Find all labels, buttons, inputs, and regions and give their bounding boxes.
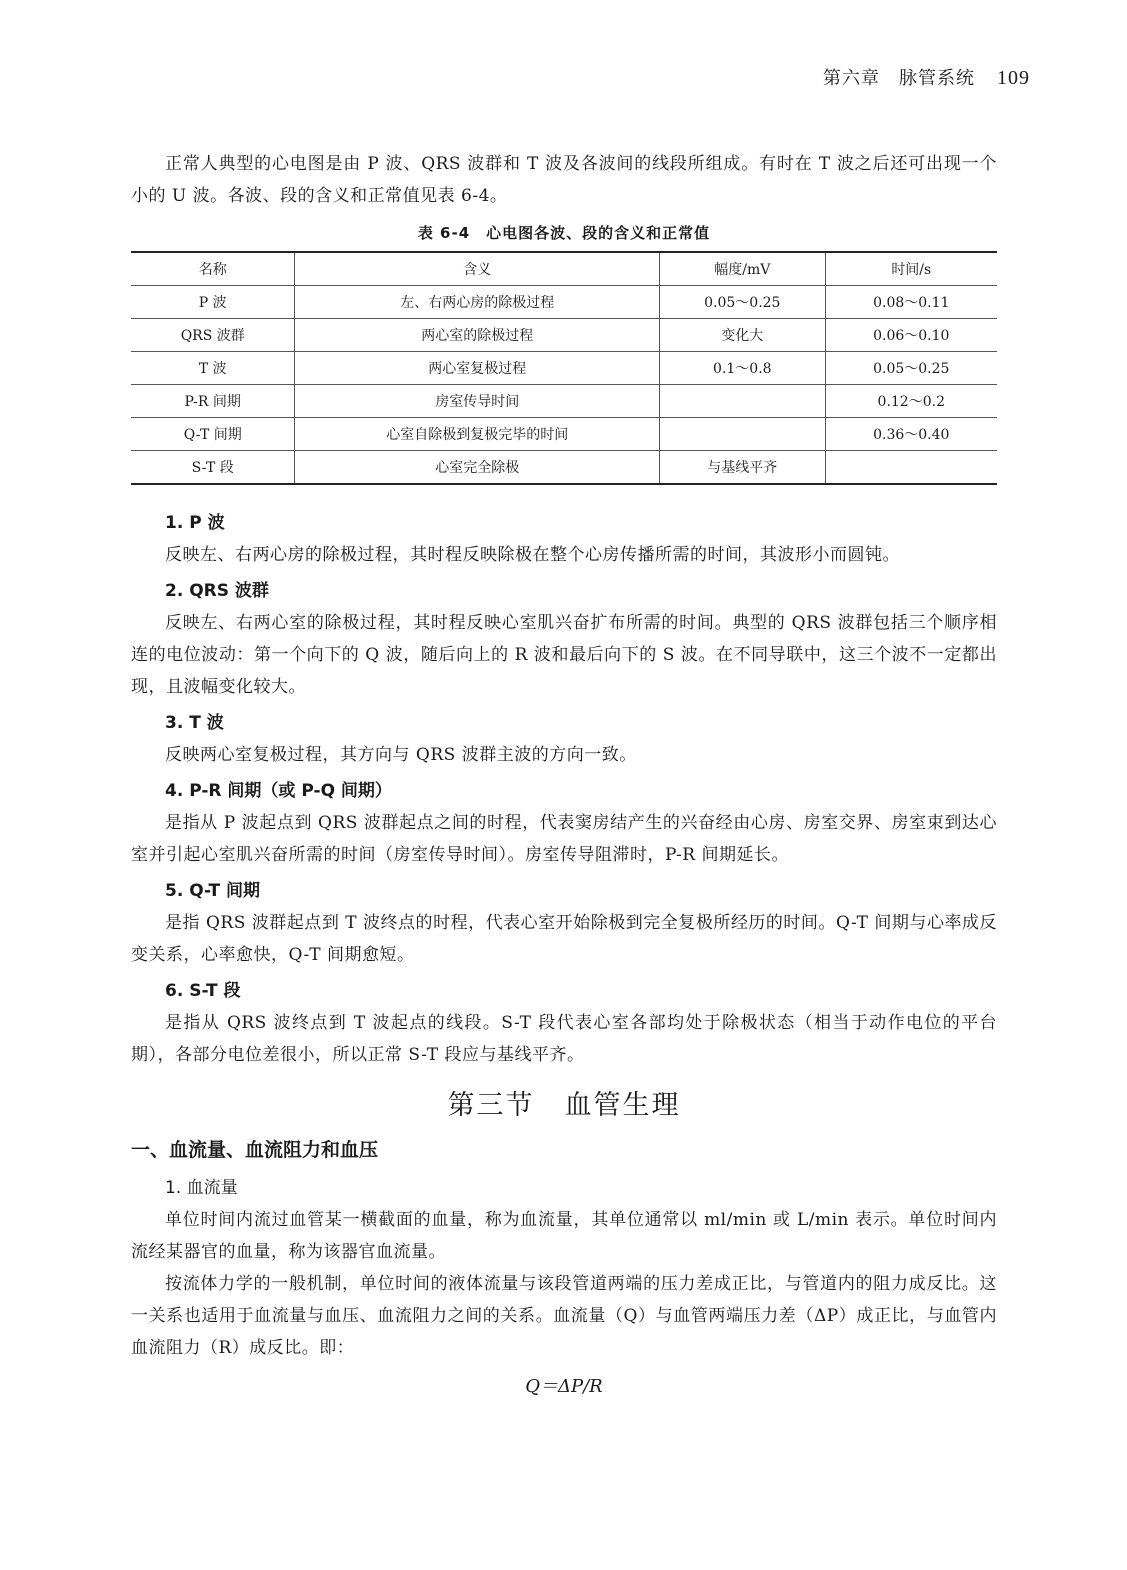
table-cell: P 波 — [131, 286, 295, 319]
table-header-cell: 时间/s — [825, 252, 997, 286]
table-cell: 0.12～0.2 — [825, 385, 997, 418]
item-text-p-wave: 反映左、右两心房的除极过程，其时程反映除极在整个心房传播所需的时间，其波形小而圆钝。 — [165, 545, 900, 565]
table-cell — [660, 385, 825, 418]
table-header-cell: 名称 — [131, 252, 295, 286]
table-row — [131, 286, 997, 319]
table-row — [131, 319, 997, 352]
item-title-qrs: 2. QRS 波群 — [165, 581, 269, 601]
item-title-t-wave: 3. T 波 — [165, 713, 224, 733]
table-cell: 两心室复极过程 — [295, 352, 660, 385]
table-cell: 房室传导时间 — [295, 385, 660, 418]
content — [131, 148, 997, 1398]
table-header-row — [131, 252, 997, 286]
ecg-table — [131, 251, 997, 485]
table-cell: 与基线平齐 — [660, 451, 825, 485]
table-cell: 0.08～0.11 — [825, 286, 997, 319]
table-cell — [660, 418, 825, 451]
running-header — [823, 64, 1030, 90]
item-text-qrs: 反映左、右两心室的除极过程，其时程反映心室肌兴奋扩布所需的时间。典型的 QRS 波群包括三个顺序相连的电位波动：第一个向下的 Q 波，随后向上的 R 波和最后向下的 S 波。在不同导联中，这三个波不一定都出现，且波幅变化较大。 — [131, 613, 997, 697]
page-number: 109 — [997, 67, 1030, 89]
table-cell: T 波 — [131, 352, 295, 385]
item-text-t-wave: 反映两心室复极过程，其方向与 QRS 波群主波的方向一致。 — [165, 745, 637, 765]
flow-formula: Q＝ΔP/R — [525, 1376, 603, 1397]
table-cell: Q-T 间期 — [131, 418, 295, 451]
table-row — [131, 385, 997, 418]
blood-flow-title: 1. 血流量 — [165, 1178, 238, 1198]
table-row — [131, 451, 997, 485]
table-caption: 表 6-4 心电图各波、段的含义和正常值 — [417, 224, 711, 242]
table-cell: 0.05～0.25 — [660, 286, 825, 319]
item-title-p-wave: 1. P 波 — [165, 513, 225, 533]
table-cell: QRS 波群 — [131, 319, 295, 352]
item-text-st-segment: 是指从 QRS 波终点到 T 波起点的线段。S-T 段代表心室各部均处于除极状态（相当于动作电位的平台期），各部分电位差很小，所以正常 S-T 段应与基线平齐。 — [131, 1013, 997, 1065]
table-header-cell: 含义 — [295, 252, 660, 286]
table-cell: 变化大 — [660, 319, 825, 352]
intro-paragraph: 正常人典型的心电图是由 P 波、QRS 波群和 T 波及各波间的线段所组成。有时在 T 波之后还可出现一个小的 U 波。各波、段的含义和正常值见表 6-4。 — [131, 154, 997, 206]
table-cell: 0.36～0.40 — [825, 418, 997, 451]
table-row — [131, 418, 997, 451]
blood-flow-paragraph: 按流体力学的一般机制，单位时间的液体流量与该段管道两端的压力差成正比，与管道内的阻力成反比。这一关系也适用于血流量与血压、血流阻力之间的关系。血流量（Q）与血管两端压力差（ΔP）成正比，与血管内血流阻力（R）成反比。即： — [131, 1274, 997, 1358]
table-cell — [825, 451, 997, 485]
table-cell: P-R 间期 — [131, 385, 295, 418]
table-cell: 0.05～0.25 — [825, 352, 997, 385]
item-text-qt-interval: 是指 QRS 波群起点到 T 波终点的时程，代表心室开始除极到完全复极所经历的时间。Q-T 间期与心率成反变关系，心率愈快，Q-T 间期愈短。 — [131, 913, 997, 965]
table-row — [131, 352, 997, 385]
section-title — [131, 1083, 997, 1122]
section-number: 第三节 — [447, 1090, 535, 1121]
table-header-cell: 幅度/mV — [660, 252, 825, 286]
chapter-title: 第六章 脉管系统 — [823, 68, 975, 89]
table-cell: 0.06～0.10 — [825, 319, 997, 352]
item-title-st-segment: 6. S-T 段 — [165, 981, 241, 1001]
item-text-pr-interval: 是指从 P 波起点到 QRS 波群起点之间的时程，代表窦房结产生的兴奋经由心房、房室交界、房室束到达心室并引起心室肌兴奋所需的时间（房室传导时间）。房室传导阻滞时，P-R 间期延长。 — [131, 813, 997, 865]
table-cell: 左、右两心房的除极过程 — [295, 286, 660, 319]
table-cell: 两心室的除极过程 — [295, 319, 660, 352]
table-cell: 0.1～0.8 — [660, 352, 825, 385]
section-name: 血管生理 — [564, 1090, 681, 1121]
item-title-pr-interval: 4. P-R 间期（或 P-Q 间期） — [165, 781, 392, 801]
table-cell: 心室自除极到复极完毕的时间 — [295, 418, 660, 451]
blood-flow-paragraph: 单位时间内流过血管某一横截面的血量，称为血流量，其单位通常以 ml/min 或 L/min 表示。单位时间内流经某器官的血量，称为该器官血流量。 — [131, 1210, 997, 1262]
item-title-qt-interval: 5. Q-T 间期 — [165, 881, 261, 901]
table-cell: S-T 段 — [131, 451, 295, 485]
subsection-title: 一、血流量、血流阻力和血压 — [131, 1139, 379, 1161]
table-cell: 心室完全除极 — [295, 451, 660, 485]
